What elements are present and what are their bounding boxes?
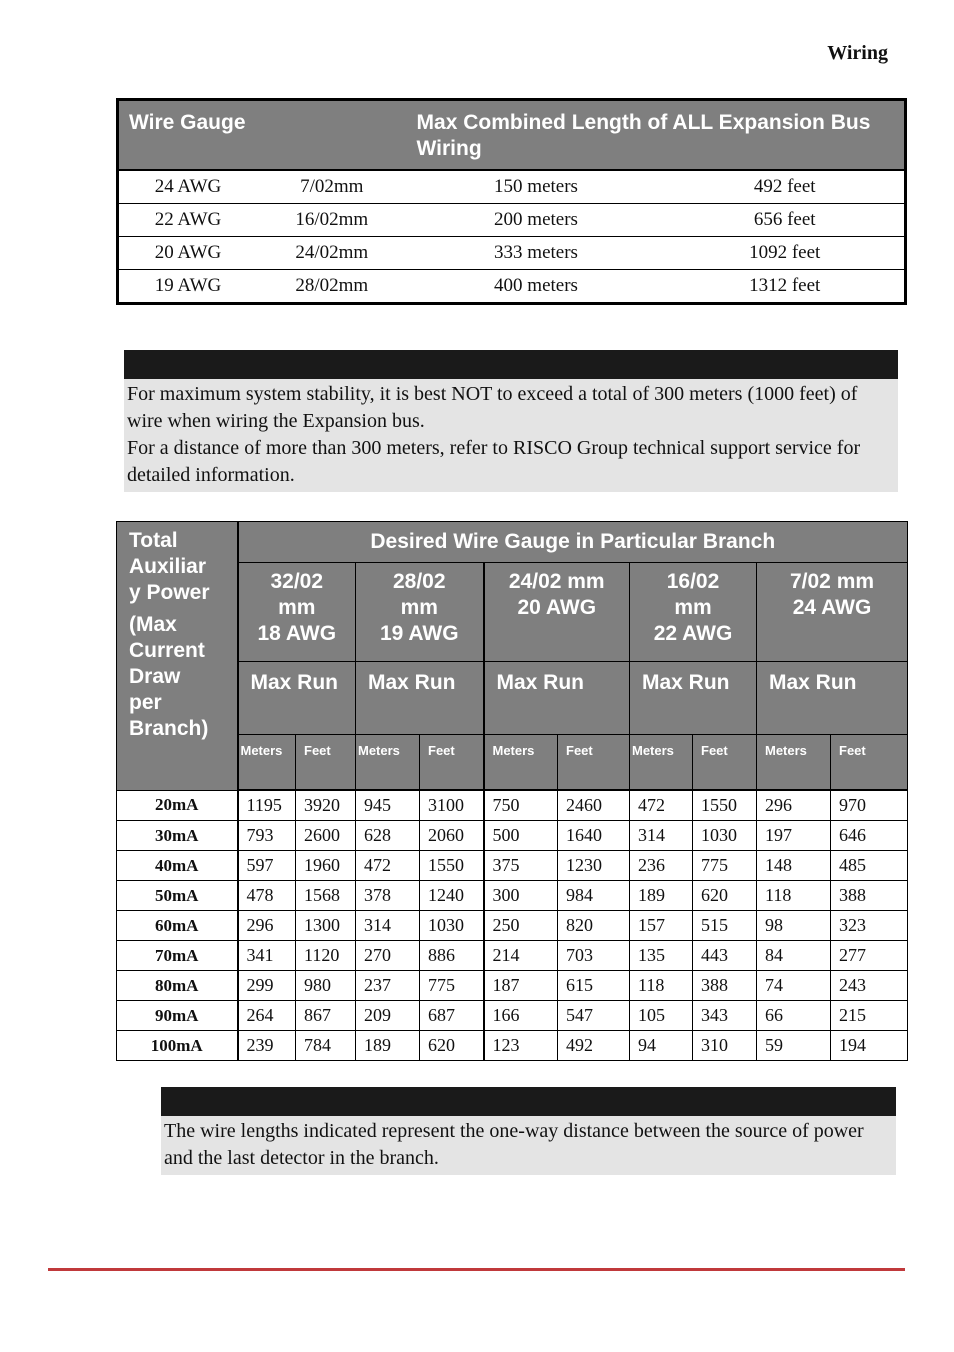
meters-cell: 59 [757, 1031, 831, 1061]
meters-cell: 314 [630, 821, 693, 851]
note-body [124, 379, 898, 492]
meters-cell: 74 [757, 971, 831, 1001]
feet-cell: 547 [558, 1001, 630, 1031]
feet-cell: 492 [558, 1031, 630, 1061]
table-cell: 200 meters [407, 204, 666, 237]
feet-cell: 2460 [558, 790, 630, 821]
meters-cell: 157 [630, 911, 693, 941]
feet-cell: 970 [831, 790, 908, 821]
feet-cell: 277 [831, 941, 908, 971]
feet-cell: 1550 [420, 851, 484, 881]
feet-cell: 1240 [420, 881, 484, 911]
meters-cell: 1195 [238, 790, 296, 821]
feet-cell: 687 [420, 1001, 484, 1031]
table-cell: 16/02mm [257, 204, 407, 237]
table-row [117, 881, 908, 911]
current-draw-label: 50mA [117, 881, 238, 911]
meters-cell: 299 [238, 971, 296, 1001]
table-cell: 1092 feet [665, 237, 905, 270]
desired-gauge-header: Desired Wire Gauge in Particular Branch [238, 522, 908, 563]
table-cell: 400 meters [407, 270, 666, 304]
feet-cell: 3100 [420, 790, 484, 821]
note-text: For a distance of more than 300 meters, refer to RISCO Group technical support service for detailed information. [127, 437, 861, 486]
table-row [117, 971, 908, 1001]
feet-cell: 194 [831, 1031, 908, 1061]
table-row [118, 204, 906, 237]
meters-cell: 118 [630, 971, 693, 1001]
table-cell: 24 AWG [118, 170, 257, 204]
feet-header: Feet [693, 735, 757, 791]
table-header-row [118, 100, 906, 171]
table-row [117, 821, 908, 851]
table-cell: 20 AWG [118, 237, 257, 270]
gauge-header: 7/02 mm 24 AWG [757, 563, 908, 662]
feet-cell: 1568 [296, 881, 356, 911]
current-draw-label: 100mA [117, 1031, 238, 1061]
feet-cell: 980 [296, 971, 356, 1001]
table-cell: 1312 feet [665, 270, 905, 304]
table-row [118, 270, 906, 304]
expansion-bus-wiring-table [116, 98, 907, 305]
feet-cell: 215 [831, 1001, 908, 1031]
table-row [117, 851, 908, 881]
note-text: The wire lengths indicated represent the one-way distance between the source of power and the last detector in the branch. [164, 1120, 864, 1169]
feet-cell: 620 [420, 1031, 484, 1061]
page-header-title: Wiring [827, 42, 888, 64]
feet-cell: 646 [831, 821, 908, 851]
table-cell: 22 AWG [118, 204, 257, 237]
meters-cell: 236 [630, 851, 693, 881]
feet-header: Feet [420, 735, 484, 791]
meters-cell: 148 [757, 851, 831, 881]
max-run-header: Max Run [238, 662, 356, 735]
meters-cell: 105 [630, 1001, 693, 1031]
meters-cell: 628 [356, 821, 420, 851]
feet-cell: 1120 [296, 941, 356, 971]
feet-cell: 984 [558, 881, 630, 911]
feet-cell: 485 [831, 851, 908, 881]
feet-cell: 1640 [558, 821, 630, 851]
meters-cell: 375 [484, 851, 558, 881]
table-row [117, 911, 908, 941]
meters-cell: 296 [757, 790, 831, 821]
gauge-header: 28/02 mm 19 AWG [356, 563, 484, 662]
meters-cell: 793 [238, 821, 296, 851]
gauge-header: 32/02 mm 18 AWG [238, 563, 356, 662]
meters-cell: 378 [356, 881, 420, 911]
meters-cell: 270 [356, 941, 420, 971]
meters-cell: 750 [484, 790, 558, 821]
max-run-header: Max Run [356, 662, 484, 735]
meters-cell: 500 [484, 821, 558, 851]
current-draw-label: 80mA [117, 971, 238, 1001]
meters-cell: 118 [757, 881, 831, 911]
table-row [117, 790, 908, 821]
meters-cell: 209 [356, 1001, 420, 1031]
feet-cell: 1550 [693, 790, 757, 821]
meters-cell: 189 [356, 1031, 420, 1061]
note-header-bar [124, 350, 898, 379]
meters-cell: 189 [630, 881, 693, 911]
meters-cell: 478 [238, 881, 296, 911]
meters-cell: 214 [484, 941, 558, 971]
feet-cell: 1300 [296, 911, 356, 941]
table-row [117, 1031, 908, 1061]
feet-cell: 775 [693, 851, 757, 881]
note-text: For maximum system stability, it is best NOT to exceed a total of 300 meters (1000 feet) of wire when wiring the Expansion bus. [127, 383, 858, 432]
feet-cell: 820 [558, 911, 630, 941]
feet-cell: 620 [693, 881, 757, 911]
meters-cell: 472 [356, 851, 420, 881]
feet-cell: 1030 [693, 821, 757, 851]
meters-cell: 187 [484, 971, 558, 1001]
table-header-row [117, 522, 908, 563]
table-row [118, 170, 906, 204]
table-cell: 7/02mm [257, 170, 407, 204]
feet-cell: 703 [558, 941, 630, 971]
feet-header: Feet [558, 735, 630, 791]
meters-cell: 84 [757, 941, 831, 971]
feet-header: Feet [296, 735, 356, 791]
table-cell: 19 AWG [118, 270, 257, 304]
table-cell: 24/02mm [257, 237, 407, 270]
wire-gauge-header: Wire Gauge [118, 100, 407, 171]
meters-cell: 296 [238, 911, 296, 941]
table-row [118, 237, 906, 270]
meters-cell: 123 [484, 1031, 558, 1061]
feet-header: Feet [831, 735, 908, 791]
meters-header: Meters [238, 735, 296, 791]
meters-cell: 250 [484, 911, 558, 941]
note-header-bar [161, 1087, 896, 1116]
meters-cell: 66 [757, 1001, 831, 1031]
feet-cell: 243 [831, 971, 908, 1001]
meters-cell: 472 [630, 790, 693, 821]
meters-cell: 300 [484, 881, 558, 911]
meters-header: Meters [630, 735, 693, 791]
table-cell: 333 meters [407, 237, 666, 270]
feet-cell: 886 [420, 941, 484, 971]
branch-table-body [117, 790, 908, 1061]
feet-cell: 388 [693, 971, 757, 1001]
feet-cell: 310 [693, 1031, 757, 1061]
current-draw-label: 30mA [117, 821, 238, 851]
table-cell: 28/02mm [257, 270, 407, 304]
feet-cell: 2060 [420, 821, 484, 851]
feet-cell: 867 [296, 1001, 356, 1031]
current-draw-label: 40mA [117, 851, 238, 881]
meters-cell: 197 [757, 821, 831, 851]
feet-cell: 1230 [558, 851, 630, 881]
table-row [117, 1001, 908, 1031]
table-cell: 150 meters [407, 170, 666, 204]
branch-wire-gauge-table [116, 521, 908, 1061]
meters-cell: 94 [630, 1031, 693, 1061]
meters-cell: 264 [238, 1001, 296, 1031]
meters-cell: 314 [356, 911, 420, 941]
meters-cell: 237 [356, 971, 420, 1001]
feet-cell: 323 [831, 911, 908, 941]
meters-cell: 341 [238, 941, 296, 971]
meters-header: Meters [484, 735, 558, 791]
current-draw-label: 60mA [117, 911, 238, 941]
meters-cell: 135 [630, 941, 693, 971]
feet-cell: 3920 [296, 790, 356, 821]
feet-cell: 515 [693, 911, 757, 941]
note-box-stability [124, 350, 898, 492]
table-row [117, 941, 908, 971]
current-draw-label: 20mA [117, 790, 238, 821]
feet-cell: 1030 [420, 911, 484, 941]
max-run-header: Max Run [757, 662, 908, 735]
meters-cell: 166 [484, 1001, 558, 1031]
feet-cell: 443 [693, 941, 757, 971]
gauge-header: 16/02 mm 22 AWG [630, 563, 757, 662]
feet-cell: 2600 [296, 821, 356, 851]
meters-cell: 945 [356, 790, 420, 821]
meters-cell: 597 [238, 851, 296, 881]
note-box-wire-lengths [161, 1087, 896, 1175]
feet-cell: 1960 [296, 851, 356, 881]
total-aux-power-header: Total Auxiliar y Power (Max Current Draw per Branch) [117, 522, 238, 791]
current-draw-label: 90mA [117, 1001, 238, 1031]
max-length-header: Max Combined Length of ALL Expansion Bus Wiring [407, 100, 906, 171]
table-cell: 656 feet [665, 204, 905, 237]
feet-cell: 784 [296, 1031, 356, 1061]
meters-cell: 98 [757, 911, 831, 941]
footer-rule [48, 1268, 905, 1271]
meters-header: Meters [757, 735, 831, 791]
max-run-header: Max Run [630, 662, 757, 735]
note-body [161, 1116, 896, 1175]
feet-cell: 615 [558, 971, 630, 1001]
meters-cell: 239 [238, 1031, 296, 1061]
current-draw-label: 70mA [117, 941, 238, 971]
max-run-header: Max Run [484, 662, 630, 735]
feet-cell: 775 [420, 971, 484, 1001]
feet-cell: 388 [831, 881, 908, 911]
feet-cell: 343 [693, 1001, 757, 1031]
table-cell: 492 feet [665, 170, 905, 204]
meters-header: Meters [356, 735, 420, 791]
gauge-header: 24/02 mm 20 AWG [484, 563, 630, 662]
